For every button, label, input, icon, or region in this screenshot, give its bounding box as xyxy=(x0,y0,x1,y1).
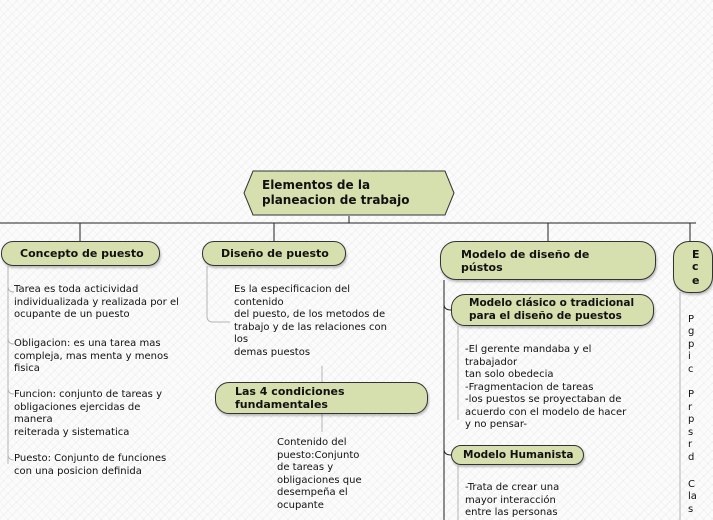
note-clasico: -El gerente mandaba y el trabajador tan solo obedecia -Fragmentacion de tareas -los puestos se proyectaban de acuerdo con el modelo de hacer y no pensar- xyxy=(465,344,627,430)
root-topic-label: Elementos de la planeacion de trabajo xyxy=(262,178,410,207)
cut-off-note-16: s xyxy=(688,504,694,515)
topic-humanista-label: Modelo Humanista xyxy=(463,448,574,461)
cut-off-note-5: c xyxy=(688,364,694,375)
cut-off-note-10: s xyxy=(688,427,694,438)
cut-off-letter-1: E xyxy=(692,248,700,261)
note-condiciones: Contenido del puesto:Conjunto de tareas y obligaciones que desempeña el ocupante xyxy=(277,437,362,511)
topic-clasico-label: Modelo clásico o tradicional para el diseño de puestos xyxy=(469,297,635,322)
cut-off-note-14: C xyxy=(688,479,695,490)
topic-condiciones-label: Las 4 condiciones fundamentales xyxy=(235,385,345,411)
note-diseno: Es la especificacion del contenido del puesto, de los metodos de trabajo y de las relaciones con los demas puestos xyxy=(234,284,387,358)
topic-modelo-label: Modelo de diseño de pústos xyxy=(461,247,590,274)
cut-off-note-8: r xyxy=(688,402,693,413)
note-tarea: Tarea es toda acticividad individualizada y realizada por el ocupante de un puesto xyxy=(14,284,179,320)
topic-cuatro-condiciones[interactable] xyxy=(215,382,428,414)
cut-off-note-11: r xyxy=(688,439,693,450)
cut-off-note-1: P xyxy=(688,314,695,325)
topic-modelo-clasico[interactable] xyxy=(451,294,654,326)
topic-modelo-de-diseno[interactable] xyxy=(440,241,656,280)
cut-off-note-15: la xyxy=(688,491,697,502)
cut-off-note-12: d xyxy=(688,452,695,463)
note-funcion: Funcion: conjunto de tareas y obligaciones ejercidas de manera reiterada y sistematica xyxy=(14,389,162,438)
cut-off-note-7: P xyxy=(688,389,695,400)
topic-concepto-label: Concepto de puesto xyxy=(20,247,144,260)
topic-concepto-de-puesto[interactable] xyxy=(1,241,160,266)
cut-off-note-2: g xyxy=(688,326,695,337)
topic-diseno-label: Diseño de puesto xyxy=(221,247,329,260)
note-puesto: Puesto: Conjunto de funciones con una posicion definida xyxy=(14,453,167,477)
note-humanista: -Trata de crear una mayor interacción entre las personas xyxy=(465,482,560,518)
topic-modelo-humanista[interactable] xyxy=(451,445,584,465)
cut-off-note-3: p xyxy=(688,339,695,350)
cut-off-letter-2: c xyxy=(692,260,699,273)
cut-off-letter-3: e xyxy=(692,274,700,287)
note-obligacion: Obligacion: es una tarea mas compleja, mas menta y menos fisica xyxy=(14,338,169,374)
topic-diseno-de-puesto[interactable] xyxy=(202,241,346,266)
cut-off-note-9: p xyxy=(688,414,695,425)
cut-off-note-4: i xyxy=(688,351,691,362)
